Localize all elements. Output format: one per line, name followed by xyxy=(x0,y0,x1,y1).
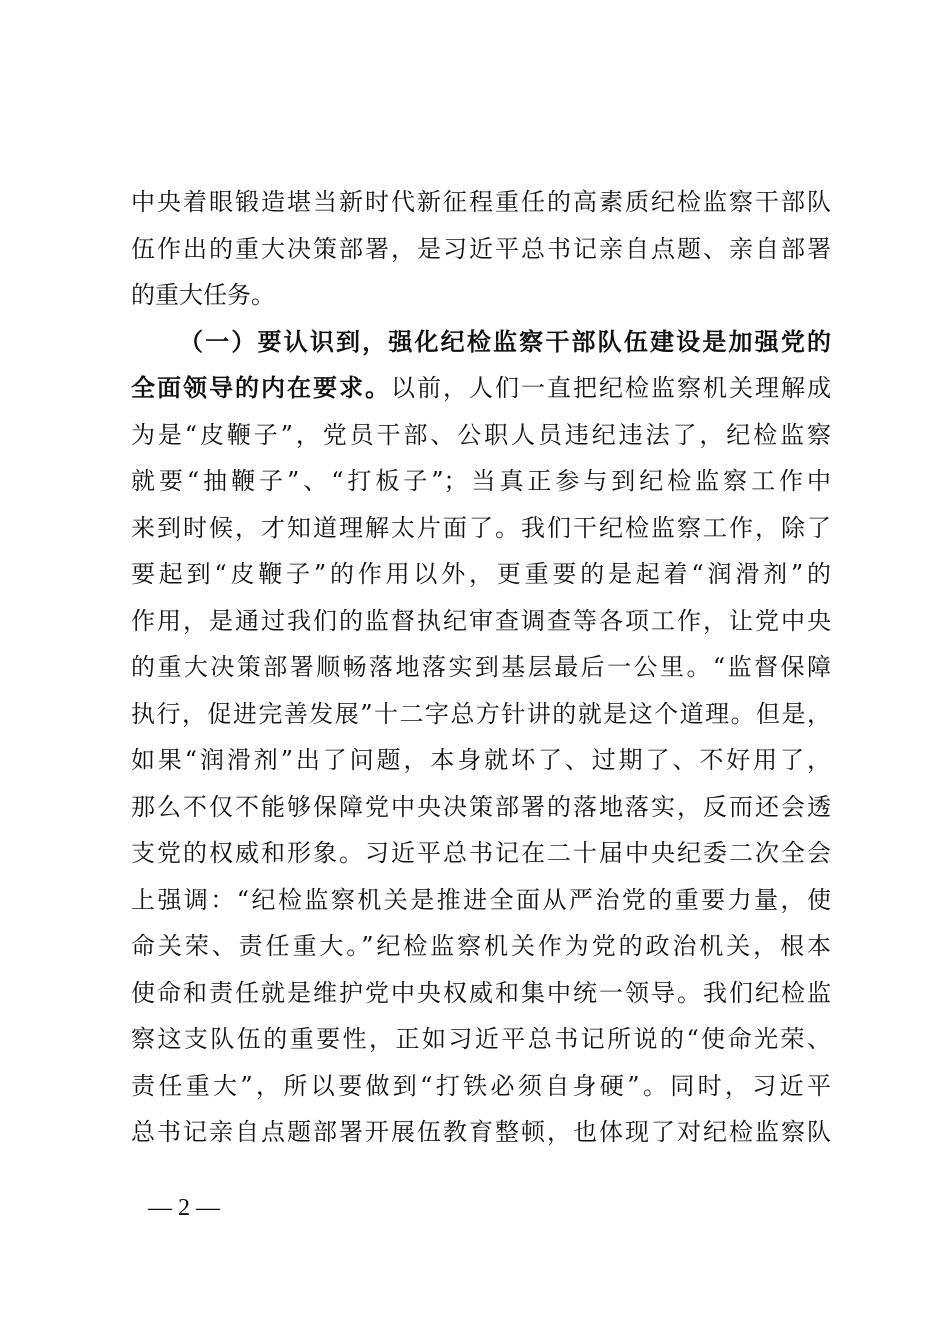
text-line xyxy=(131,970,831,1017)
line-text: 作用，是通过我们的监督执纪审查调查等各项工作，让党中央 xyxy=(131,606,831,635)
text-line xyxy=(131,412,831,459)
line-text: 的重大决策部署顺畅落地落实到基层最后一公里。“监督保障 xyxy=(131,653,831,681)
text-line xyxy=(131,1016,831,1063)
text-line xyxy=(131,877,831,924)
text-line xyxy=(131,691,831,738)
text-line xyxy=(131,1063,831,1110)
text-line xyxy=(131,551,831,598)
line-text: 执行，促进完善发展”十二字总方针讲的就是这个道理。但是， xyxy=(131,699,831,728)
line-text: 来到时候，才知道理解太片面了。我们干纪检监察工作，除了 xyxy=(131,513,831,542)
line-text: 就要“抽鞭子”、“打板子”；当真正参与到纪检监察工作中 xyxy=(131,467,831,495)
line-text: 的重大任务。 xyxy=(131,281,275,309)
line-text: 支党的权威和形象。习近平总书记在二十届中央纪委二次全会 xyxy=(131,839,831,867)
line-text: 以前，人们一直把纪检监察机关理解成 xyxy=(391,374,831,402)
text-line xyxy=(131,830,831,877)
section-heading-line xyxy=(131,319,831,366)
section-heading-line xyxy=(131,365,831,412)
text-line xyxy=(131,226,831,273)
text-line xyxy=(131,598,831,645)
line-text: 为是“皮鞭子”，党员干部、公职人员违纪违法了，纪检监察 xyxy=(131,420,831,449)
line-text: 总书记亲自点题部署开展伍教育整顿，也体现了对纪检监察队 xyxy=(131,1118,831,1146)
line-text: 要起到“皮鞭子”的作用以外，更重要的是起着“润滑剂”的 xyxy=(131,560,831,588)
page-number: — 2 — xyxy=(148,1195,220,1221)
text-line xyxy=(131,737,831,784)
line-text: 那么不仅不能够保障党中央决策部署的落地落实，反而还会透 xyxy=(131,792,831,821)
text-line xyxy=(131,1109,831,1156)
text-line xyxy=(131,272,831,319)
line-text: 如果“润滑剂”出了问题，本身就坏了、过期了、不好用了， xyxy=(131,746,831,774)
line-text: 使命和责任就是维护党中央权威和集中统一领导。我们纪检监 xyxy=(131,978,831,1007)
text-line xyxy=(131,179,831,226)
line-text: 中央着眼锻造堪当新时代新征程重任的高素质纪检监察干部队 xyxy=(131,188,831,216)
text-line xyxy=(131,784,831,831)
line-text: 察这支队伍的重要性，正如习近平总书记所说的“使命光荣、 xyxy=(131,1025,831,1053)
line-text: 命关荣、责任重大。”纪检监察机关作为党的政治机关，根本 xyxy=(131,932,831,960)
line-text: 上强调：“纪检监察机关是推进全面从严治党的重要力量，使 xyxy=(131,885,831,914)
text-line xyxy=(131,458,831,505)
text-line xyxy=(131,644,831,691)
text-line xyxy=(131,923,831,970)
section-heading-text: 全面领导的内在要求。 xyxy=(131,373,391,402)
text-line xyxy=(131,505,831,552)
section-heading-text: （一）要认识到，强化纪检监察干部队伍建设是加强党的 xyxy=(179,326,831,356)
body-text xyxy=(131,179,831,1156)
line-text: 伍作出的重大决策部署，是习近平总书记亲自点题、亲自部署 xyxy=(131,234,831,263)
line-text: 责任重大”，所以要做到“打铁必须自身硬”。同时，习近平 xyxy=(131,1071,831,1100)
